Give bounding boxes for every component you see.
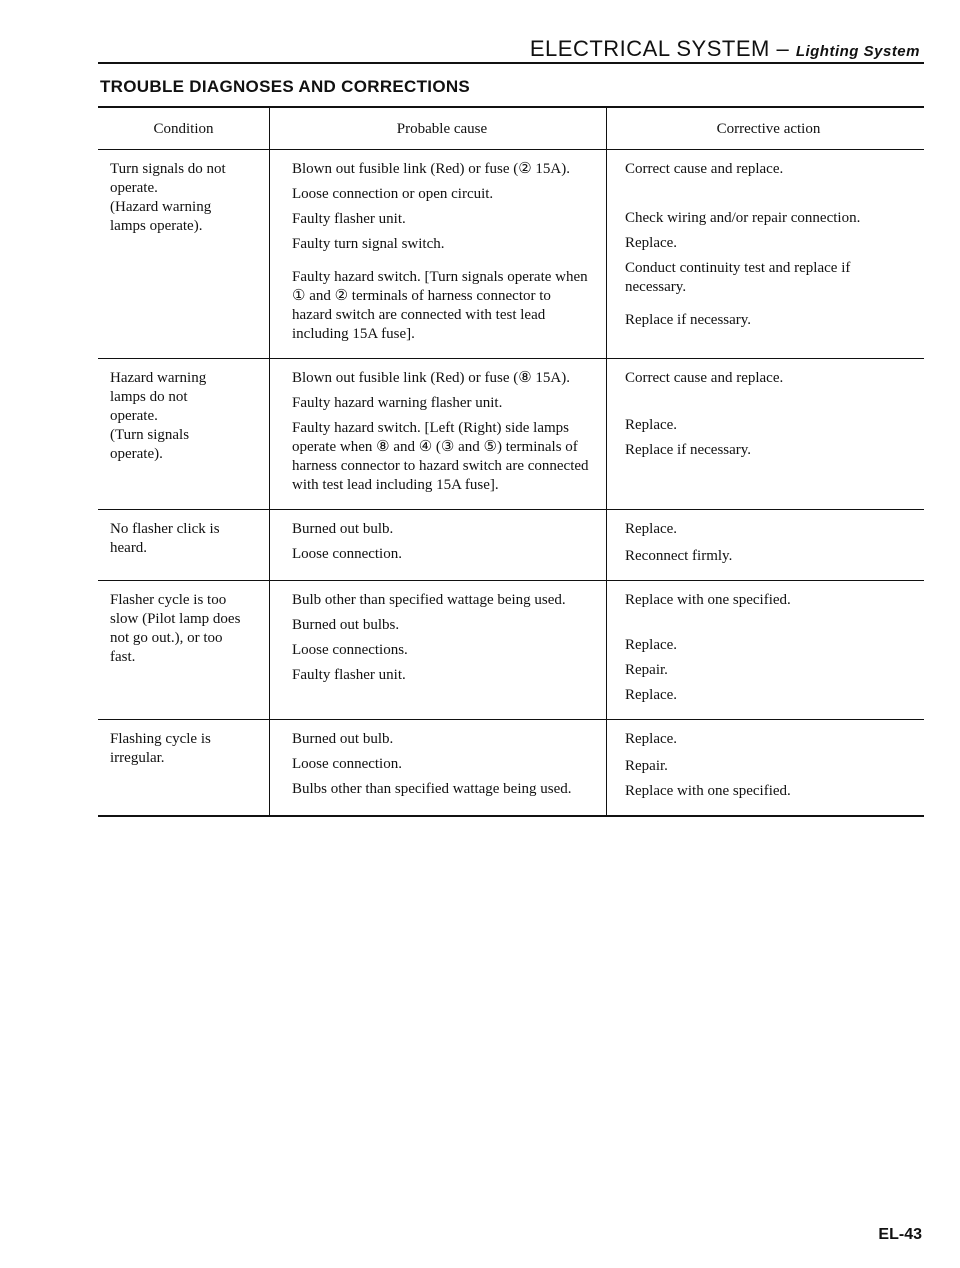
probable-cause-text: Faulty hazard switch. [Left (Right) side lamps operate when ⑧ and ④ (③ and ⑤) terminals of harness connector to hazard switch are connected with test lead including 15A fuse]. xyxy=(292,420,589,493)
condition-cell xyxy=(98,150,269,358)
probable-cause-text: Burned out bulb. xyxy=(292,521,394,537)
probable-cause-text: Burned out bulb. xyxy=(292,731,394,747)
condition-text: (Turn signals xyxy=(110,427,190,443)
corrective-action-text: Replace. xyxy=(625,637,678,653)
column-header-condition: Condition xyxy=(153,121,214,137)
table-row xyxy=(98,150,924,358)
condition-text: lamps do not xyxy=(110,389,188,405)
corrective-action-text: Replace. xyxy=(625,235,678,251)
corrective-action-text: Replace if necessary. xyxy=(625,312,752,328)
probable-cause-cell xyxy=(269,150,606,358)
corrective-action-text: Replace with one specified. xyxy=(625,592,791,608)
condition-text: slow (Pilot lamp does xyxy=(110,611,241,627)
document-header xyxy=(530,36,920,62)
table-row xyxy=(98,719,924,815)
condition-text: operate). xyxy=(110,446,163,462)
page-number: EL-43 xyxy=(878,1226,922,1243)
probable-cause-text: Loose connection. xyxy=(292,756,402,772)
corrective-action-text: Replace. xyxy=(625,417,678,433)
probable-cause-text: Faulty flasher unit. xyxy=(292,211,406,227)
corrective-action-text: Repair. xyxy=(625,662,668,678)
header-title: ELECTRICAL SYSTEM xyxy=(529,36,770,61)
condition-text: operate. xyxy=(110,408,158,424)
condition-text: irregular. xyxy=(110,750,165,766)
probable-cause-cell xyxy=(269,510,606,580)
diagnosis-table xyxy=(98,106,924,817)
condition-text: fast. xyxy=(110,649,136,665)
corrective-action-text: Reconnect firmly. xyxy=(625,548,733,564)
probable-cause-cell xyxy=(269,359,606,509)
corrective-action-cell xyxy=(606,359,924,509)
condition-text: operate. xyxy=(110,180,158,196)
condition-text: Flashing cycle is xyxy=(110,731,211,747)
probable-cause-text: Blown out fusible link (Red) or fuse (② 15A). xyxy=(292,161,570,177)
condition-cell xyxy=(98,581,269,719)
table-row xyxy=(98,509,924,580)
table-row xyxy=(98,358,924,509)
condition-cell xyxy=(98,359,269,509)
condition-text: (Hazard warning xyxy=(110,199,212,215)
section-title: TROUBLE DIAGNOSES AND CORRECTIONS xyxy=(100,77,471,96)
corrective-action-cell xyxy=(606,150,924,358)
header-rule xyxy=(98,62,924,64)
probable-cause-text: Faulty turn signal switch. xyxy=(292,236,445,252)
corrective-action-text: Replace. xyxy=(625,521,678,537)
table-header-row xyxy=(98,108,924,150)
probable-cause-text: Blown out fusible link (Red) or fuse (⑧ 15A). xyxy=(292,370,570,386)
probable-cause-text: Loose connections. xyxy=(292,642,408,658)
corrective-action-text: Replace. xyxy=(625,687,678,703)
corrective-action-text: Replace with one specified. xyxy=(625,783,791,799)
corrective-action-cell xyxy=(606,720,924,815)
corrective-action-text: Repair. xyxy=(625,758,668,774)
probable-cause-text: Burned out bulbs. xyxy=(292,617,400,633)
corrective-action-text: Conduct continuity test and replace if necessary. xyxy=(625,260,851,295)
probable-cause-cell xyxy=(269,720,606,815)
condition-text: lamps operate). xyxy=(110,218,203,234)
corrective-action-text: Correct cause and replace. xyxy=(625,161,784,177)
corrective-action-text: Replace. xyxy=(625,731,678,747)
condition-text: Turn signals do not xyxy=(110,161,226,177)
condition-text: not go out.), or too xyxy=(110,630,223,646)
probable-cause-text: Faulty flasher unit. xyxy=(292,667,406,683)
condition-text: Hazard warning xyxy=(110,370,207,386)
probable-cause-text: Bulbs other than specified wattage being used. xyxy=(292,781,572,797)
corrective-action-text: Replace if necessary. xyxy=(625,442,752,458)
probable-cause-cell xyxy=(269,581,606,719)
header-subtitle: Lighting System xyxy=(795,43,920,60)
corrective-action-text: Check wiring and/or repair connection. xyxy=(625,210,861,226)
probable-cause-text: Bulb other than specified wattage being used. xyxy=(292,592,566,608)
column-header-corrective-action: Corrective action xyxy=(606,108,924,149)
probable-cause-text: Loose connection or open circuit. xyxy=(292,186,494,202)
condition-text: Flasher cycle is too xyxy=(110,592,227,608)
condition-text: No flasher click is xyxy=(110,521,220,537)
corrective-action-text: Correct cause and replace. xyxy=(625,370,784,386)
corrective-action-cell xyxy=(606,510,924,580)
header-separator: – xyxy=(769,36,796,61)
probable-cause-text: Loose connection. xyxy=(292,546,402,562)
corrective-action-cell xyxy=(606,581,924,719)
condition-cell xyxy=(98,720,269,815)
probable-cause-text: Faulty hazard warning flasher unit. xyxy=(292,395,503,411)
probable-cause-text: Faulty hazard switch. [Turn signals operate when ① and ② terminals of harness connector to hazard switch are connected with test lead including 15A fuse]. xyxy=(292,269,588,342)
condition-cell xyxy=(98,510,269,580)
table-row xyxy=(98,580,924,719)
condition-text: heard. xyxy=(110,540,148,556)
column-header-probable-cause: Probable cause xyxy=(269,108,606,149)
